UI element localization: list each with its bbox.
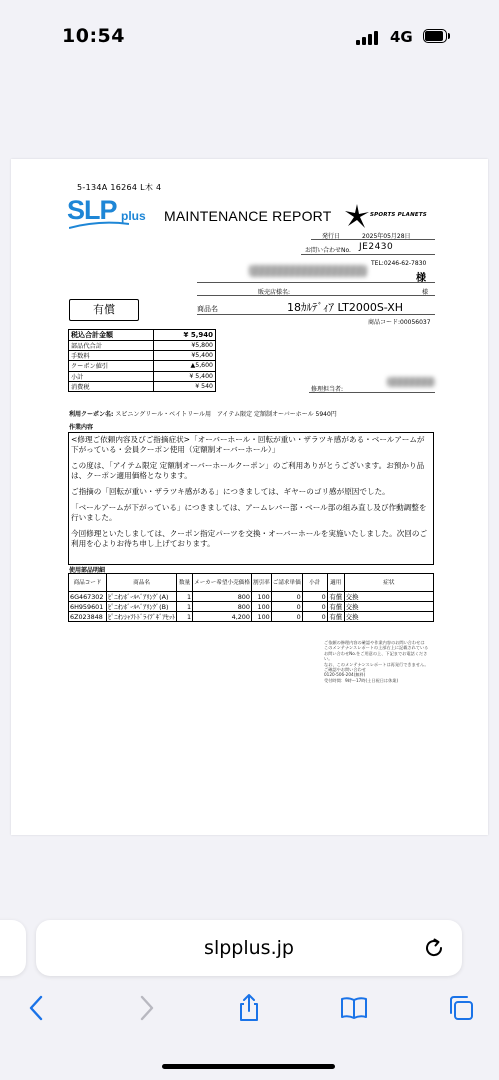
fee-value: ¥5,800 bbox=[153, 341, 215, 351]
fee-value: ¥ 5,940 bbox=[153, 330, 215, 341]
slp-plus-logo: SLP plus bbox=[67, 195, 157, 231]
reload-icon[interactable] bbox=[422, 936, 446, 960]
parts-label: 使用部品明細 bbox=[69, 567, 106, 574]
redacted-customer-name bbox=[249, 265, 367, 277]
parts-cell: 0 bbox=[271, 592, 302, 602]
fee-value: ¥ 540 bbox=[153, 381, 215, 391]
book-icon[interactable] bbox=[339, 993, 369, 1023]
note-line: ご確認やお問い合わせ bbox=[324, 667, 366, 673]
note-line: 0120-506-204(無料) bbox=[324, 672, 366, 678]
fee-label: 部品代合計 bbox=[69, 341, 154, 351]
note-line: 受付時間：9時〜17時(土日祝日は休業) bbox=[324, 677, 399, 683]
parts-table bbox=[68, 573, 434, 622]
parts-header-cell: 症状 bbox=[344, 574, 433, 592]
tabs-icon[interactable] bbox=[446, 993, 476, 1023]
work-paragraph: 今回修理といたしましては、クーポン指定パーツを交換・オーバーホールを実施いたしました。次回のご利用を心よりお待ち申し上げております。 bbox=[71, 529, 428, 548]
fee-row bbox=[69, 381, 216, 391]
signal-icon bbox=[356, 31, 382, 45]
parts-cell: 1 bbox=[177, 592, 193, 602]
url-text[interactable]: slpplus.jp bbox=[204, 937, 294, 959]
fee-value: ¥5,400 bbox=[153, 351, 215, 361]
home-indicator bbox=[162, 1064, 335, 1069]
parts-cell: 交換 bbox=[344, 602, 433, 612]
parts-cell: 1 bbox=[177, 612, 193, 622]
note-line: ご依頼の修理内容の確認や作業内容のお問い合わせは bbox=[324, 640, 425, 645]
work-paragraph: この度は、「アイテム限定 定額制オーバーホールクーポン」のご利用ありがとうございます。お預かり品は、クーポン適用価格となります。 bbox=[71, 461, 425, 480]
store-tel: TEL:0246-62-7830 bbox=[371, 260, 427, 267]
work-label: 作業内容 bbox=[69, 424, 94, 431]
store-label: 販売店様名: bbox=[258, 289, 291, 296]
parts-cell: 有償 bbox=[327, 602, 344, 612]
parts-cell: 6H959601 bbox=[69, 602, 107, 612]
fee-value: ¥ 5,400 bbox=[153, 371, 215, 381]
parts-cell: 1 bbox=[177, 602, 193, 612]
table-row bbox=[69, 592, 434, 602]
parts-header-cell: 適用 bbox=[327, 574, 344, 592]
issue-date: 2025年05月28日 bbox=[362, 233, 411, 240]
fee-row bbox=[69, 330, 216, 341]
fee-label: クーポン値引 bbox=[69, 361, 154, 371]
parts-cell: 有償 bbox=[327, 592, 344, 602]
parts-cell: ﾋﾟﾆｵﾝﾎﾞｰﾙﾍﾞｱﾘﾝｸﾞ(A) bbox=[107, 592, 177, 602]
note-line: お問い合わせNo.をご用意の上、下記までお電話ください。 bbox=[324, 650, 428, 662]
fee-label: 消費税 bbox=[69, 381, 154, 391]
sports-planets-logo: SPORTS PLANETS bbox=[344, 203, 434, 229]
fee-row bbox=[69, 361, 216, 371]
work-paragraph: ご指摘の「回転が重い・ザラツキ感がある」につきましては、ギヤーのゴリ感が原因でした。 bbox=[71, 487, 390, 496]
note-line: このメンテナンスレポートの上部右上に記載されている bbox=[324, 645, 429, 651]
parts-cell: 0 bbox=[302, 592, 327, 602]
parts-cell: 100 bbox=[251, 602, 271, 612]
status-time: 10:54 bbox=[62, 25, 125, 47]
maintenance-report-page bbox=[11, 159, 488, 835]
parts-header-cell: 商品名 bbox=[107, 574, 177, 592]
customer-honorific: 様 bbox=[416, 273, 426, 284]
parts-header-cell: 商品コード bbox=[69, 574, 107, 592]
parts-cell: 800 bbox=[193, 602, 252, 612]
fee-row bbox=[69, 371, 216, 381]
parts-cell: ﾋﾟﾆｵﾝｼｬﾌﾄﾄﾞﾗｲﾌﾞｷﾞｱｾｯﾄ bbox=[108, 613, 176, 621]
note-line: なお、このメンテナンスレポートは再発行できません。 bbox=[324, 661, 429, 667]
inquiry-label: お問い合わせNo. bbox=[305, 247, 351, 254]
parts-header-cell: ご請求単価 bbox=[271, 574, 302, 592]
status-bar bbox=[0, 0, 499, 75]
report-title: MAINTENANCE REPORT bbox=[164, 208, 332, 224]
parts-cell: 0 bbox=[302, 602, 327, 612]
product-label: 商品名 bbox=[197, 305, 218, 313]
repairer-label: 修理担当者: bbox=[311, 386, 344, 393]
parts-cell: 0 bbox=[271, 602, 302, 612]
parts-cell: 有償 bbox=[327, 612, 344, 622]
parts-header-cell: 小計 bbox=[302, 574, 327, 592]
parts-header-cell: 数量 bbox=[177, 574, 193, 592]
network-type: 4G bbox=[390, 28, 413, 46]
parts-cell: 6G467302 bbox=[69, 592, 107, 602]
parts-cell: 100 bbox=[251, 592, 271, 602]
fee-row bbox=[69, 351, 216, 361]
parts-header-cell: 割引率 bbox=[251, 574, 271, 592]
parts-cell: 4,200 bbox=[193, 612, 252, 622]
parts-cell: 0 bbox=[302, 612, 327, 622]
parts-header-cell: メーカー希望小売価格 bbox=[193, 574, 252, 592]
fee-label: 手数料 bbox=[69, 351, 154, 361]
table-row bbox=[69, 612, 434, 622]
fee-value: ▲5,600 bbox=[153, 361, 215, 371]
paid-status-box: 有償 bbox=[69, 299, 139, 321]
parts-cell: 0 bbox=[271, 612, 302, 622]
parts-cell: 6Z023848 bbox=[69, 612, 107, 622]
work-content-box bbox=[68, 432, 434, 565]
chevron-left-icon[interactable] bbox=[22, 993, 52, 1023]
notes-text bbox=[324, 640, 434, 683]
fee-row bbox=[69, 341, 216, 351]
table-row bbox=[69, 602, 434, 612]
product-code: 商品コード:00056037 bbox=[368, 319, 431, 326]
share-icon[interactable] bbox=[234, 993, 264, 1023]
coupon-line: 利用クーポン名: スピニングリール・ベイトリール用 アイテム限定 定額制オーバーホール 5940円 bbox=[69, 411, 337, 418]
fee-label: 小計 bbox=[69, 371, 154, 381]
parts-cell: 800 bbox=[193, 592, 252, 602]
redacted-repairer-name bbox=[387, 377, 435, 387]
battery-icon bbox=[423, 29, 451, 45]
work-paragraph: <修理ご依頼内容及びご指摘症状>「オーバーホール・回転が重い・ザラツキ感がある・ベールアームが下がっている・会員クーポン使用（定額制オーバーホール）」 bbox=[71, 435, 425, 454]
parts-cell: ﾋﾟﾆｵﾝﾎﾞｰﾙﾍﾞｱﾘﾝｸﾞ(B) bbox=[107, 602, 177, 612]
previous-tab-pill[interactable] bbox=[0, 920, 26, 976]
product-name: 18ｶﾙﾃﾞｨｱ LT2000S-XH bbox=[287, 301, 404, 314]
inquiry-number: JE2430 bbox=[359, 242, 394, 252]
parts-cell: 100 bbox=[251, 612, 271, 622]
store-honorific: 様 bbox=[422, 289, 429, 296]
address-bar[interactable] bbox=[36, 920, 462, 976]
parts-cell: 交換 bbox=[344, 592, 433, 602]
chevron-right-icon[interactable] bbox=[131, 993, 161, 1023]
work-paragraph: 「ベールアームが下がっている」につきましては、アームレバー部・ベール部の組み直し及び作動調整を行いました。 bbox=[71, 503, 427, 522]
reference-code: 5-134A 16264 L木 4 bbox=[77, 183, 162, 192]
parts-cell: 交換 bbox=[344, 612, 433, 622]
issue-date-label: 発行日 bbox=[322, 233, 341, 240]
fee-label: 税込合計金額 bbox=[69, 330, 154, 341]
fee-table bbox=[68, 329, 216, 392]
